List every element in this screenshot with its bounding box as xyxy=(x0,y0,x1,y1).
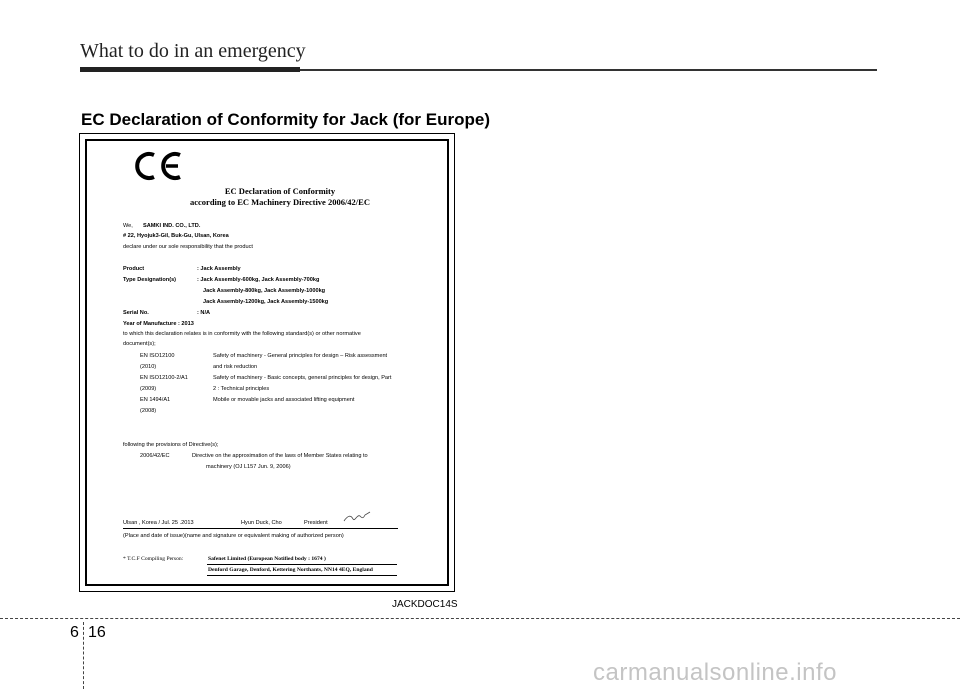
header-rule-line xyxy=(300,69,877,71)
type-value: : Jack Assembly-600kg, Jack Assembly-700kg xyxy=(197,277,320,283)
standard-code: EN 1494/A1 xyxy=(140,397,171,403)
company-address: # 22, Hyojuk3-Gil, Buk-Gu, Ulsan, Korea xyxy=(123,233,229,239)
type-value: Jack Assembly-800kg, Jack Assembly-1000kg xyxy=(203,288,326,294)
standard-code: EN ISO12100-2/A1 xyxy=(140,375,188,381)
tcf-label: * T.C.F Compiling Person: xyxy=(123,556,184,562)
conformity-text: to which this declaration relates is in conformity with the following standard(s) or other normative xyxy=(123,331,361,337)
directive-desc: machinery (OJ L157 Jun. 9, 2006) xyxy=(206,464,291,470)
tcf-line: Denford Garage, Denford, Kettering Northants, NN14 4EQ, England xyxy=(208,567,373,573)
standard-desc: 2 : Technical principles xyxy=(213,386,270,392)
chapter-number: 6 xyxy=(70,624,79,641)
certificate-title: EC Declaration of Conformity xyxy=(224,186,336,196)
directive-desc: Directive on the approximation of the laws of Member States relating to xyxy=(192,453,368,459)
sign-title: President xyxy=(304,520,328,526)
we-label: We, xyxy=(123,223,133,229)
directive-code: 2006/42/EC xyxy=(140,453,170,459)
signature-icon xyxy=(342,509,372,525)
image-code: JACKDOC14S xyxy=(392,599,458,610)
year-of-manufacture: Year of Manufacture : 2013 xyxy=(123,321,194,327)
page-number: 16 xyxy=(88,624,106,641)
type-value: Jack Assembly-1200kg, Jack Assembly-1500kg xyxy=(203,299,329,305)
declare-text: declare under our sole responsibility that the product xyxy=(123,244,253,250)
serial-label: Serial No. xyxy=(123,310,149,316)
standard-desc: Safety of machinery - General principles for design – Risk assessment xyxy=(213,353,388,359)
header-rule xyxy=(80,67,877,72)
standard-code: EN ISO12100 xyxy=(140,353,175,359)
standard-desc: and risk reduction xyxy=(213,364,258,370)
watermark: carmanualsonline.info xyxy=(593,659,837,686)
ce-mark-icon xyxy=(132,151,184,181)
certificate-subtitle: according to EC Machinery Directive 2006/42/EC xyxy=(190,197,370,207)
header-rule-bar xyxy=(80,67,300,72)
standard-code: (2008) xyxy=(140,408,157,414)
footer-divider xyxy=(0,618,960,619)
standard-code: (2010) xyxy=(140,364,157,370)
product-label: Product xyxy=(123,266,145,272)
signature-line xyxy=(123,528,398,529)
sign-caption: (Place and date of issue)(name and signature or equivalent making of authorized person) xyxy=(123,533,344,539)
sign-place-date: Ulsan , Korea / Jul. 25 .2013 xyxy=(123,520,194,526)
standard-code: (2009) xyxy=(140,386,157,392)
tcf-underline xyxy=(207,564,397,565)
standard-desc: Mobile or movable jacks and associated lifting equipment xyxy=(213,397,355,403)
chapter-title: What to do in an emergency xyxy=(80,40,306,62)
sign-name: Hyun Duck, Cho xyxy=(241,520,282,526)
product-value: : Jack Assembly xyxy=(197,266,241,272)
standard-desc: Safety of machinery - Basic concepts, general principles for design, Part xyxy=(213,375,392,381)
conformity-text: document(s); xyxy=(123,341,156,347)
declaration-document xyxy=(79,133,455,592)
serial-value: : N/A xyxy=(197,310,211,316)
provisions-text: following the provisions of Directive(s); xyxy=(123,442,219,448)
company-name: SAMKI IND. CO., LTD. xyxy=(143,223,201,229)
footer-vertical-divider xyxy=(83,622,84,689)
tcf-line: Safenet Limited (European Notified body : 1674 ) xyxy=(208,556,326,562)
type-label: Type Designation(s) xyxy=(123,277,177,283)
section-heading: EC Declaration of Conformity for Jack (for Europe) xyxy=(81,110,490,129)
tcf-underline xyxy=(207,575,397,576)
